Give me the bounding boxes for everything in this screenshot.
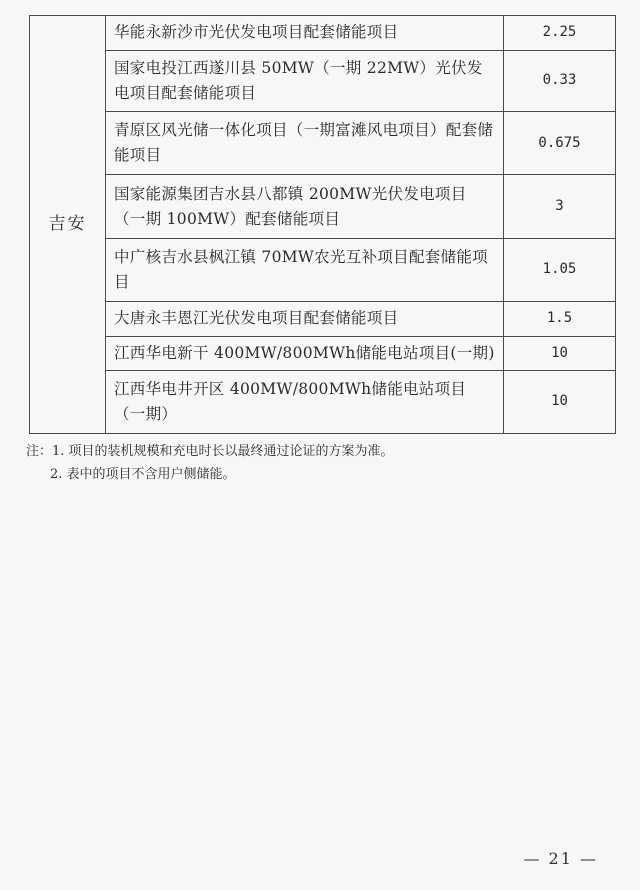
storage-projects-table — [29, 15, 616, 434]
capacity-value-cell: 1.05 — [504, 238, 616, 301]
project-name-cell: 华能永新沙市光伏发电项目配套储能项目 — [106, 16, 504, 51]
page-number: — 21 — — [523, 849, 598, 868]
capacity-value-cell: 10 — [504, 336, 616, 370]
table-notes — [26, 440, 394, 486]
table-row — [30, 112, 616, 175]
capacity-value-cell: 1.5 — [504, 302, 616, 337]
capacity-value-cell: 2.25 — [504, 16, 616, 51]
project-name-cell: 青原区风光储一体化项目（一期富滩风电项目）配套储能项目 — [106, 112, 504, 175]
table-row — [30, 238, 616, 301]
project-name-cell: 江西华电井开区 400MW/800MWh储能电站项目（一期） — [106, 370, 504, 433]
capacity-value-cell: 3 — [504, 175, 616, 238]
capacity-value-cell: 0.675 — [504, 112, 616, 175]
project-name-cell: 中广核吉水县枫江镇 70MW农光互补项目配套储能项目 — [106, 238, 504, 301]
table-row — [30, 370, 616, 433]
table-row — [30, 175, 616, 238]
table-row — [30, 16, 616, 51]
table-row — [30, 50, 616, 111]
region-cell: 吉安 — [30, 16, 106, 434]
table-row — [30, 302, 616, 337]
capacity-value-cell: 10 — [504, 370, 616, 433]
project-name-cell: 江西华电新干 400MW/800MWh储能电站项目(一期) — [106, 336, 504, 370]
note-line: 2. 表中的项目不含用户侧储能。 — [50, 467, 236, 482]
project-name-cell: 国家电投江西遂川县 50MW（一期 22MW）光伏发电项目配套储能项目 — [106, 50, 504, 111]
capacity-value-cell: 0.33 — [504, 50, 616, 111]
table-row — [30, 336, 616, 370]
project-name-cell: 大唐永丰恩江光伏发电项目配套储能项目 — [106, 302, 504, 337]
project-name-cell: 国家能源集团吉水县八都镇 200MW光伏发电项目（一期 100MW）配套储能项目 — [106, 175, 504, 238]
note-line: 注：1. 项目的装机规模和充电时长以最终通过论证的方案为准。 — [26, 444, 394, 459]
